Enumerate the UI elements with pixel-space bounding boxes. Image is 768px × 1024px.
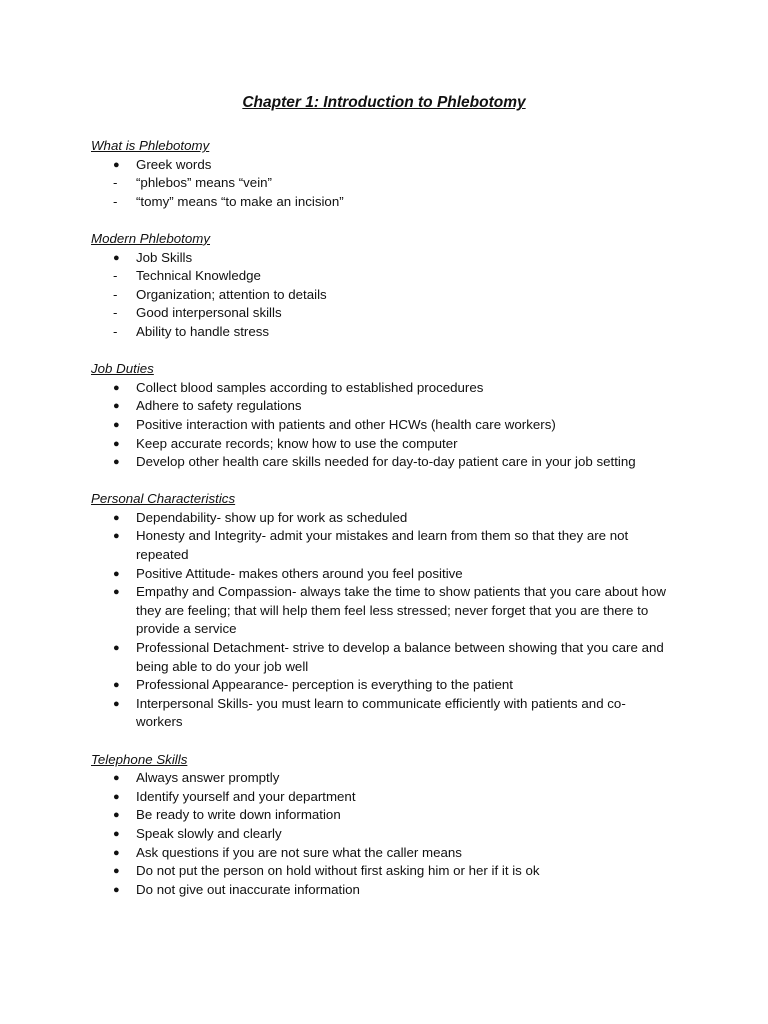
list-item bbox=[91, 583, 671, 639]
list-item-text: Ability to handle stress bbox=[136, 323, 270, 339]
list-item-text: Job Skills bbox=[136, 249, 193, 265]
list-item-text: Collect blood samples according to established procedures bbox=[136, 379, 484, 395]
section-heading: What is Phlebotomy bbox=[91, 138, 210, 153]
bullet-icon: ● bbox=[113, 586, 120, 599]
bullet-icon: ● bbox=[113, 381, 120, 394]
list-item-text: Honesty and Integrity- admit your mistakes and learn from them so that they are not repeated bbox=[136, 528, 629, 563]
list-item-text: Keep accurate records; know how to use the computer bbox=[136, 435, 458, 451]
list-item-text: Always answer promptly bbox=[136, 770, 280, 786]
section-heading: Telephone Skills bbox=[91, 751, 188, 767]
item-list bbox=[91, 249, 671, 342]
list-item bbox=[91, 379, 671, 398]
list-item-text: Identify yourself and your department bbox=[136, 788, 356, 804]
list-item bbox=[91, 676, 671, 695]
list-item-text: Positive Attitude- makes others around you feel positive bbox=[136, 565, 463, 581]
list-item-text: Do not put the person on hold without first asking him or her if it is ok bbox=[136, 863, 540, 879]
list-item bbox=[91, 881, 671, 900]
page-title: Chapter 1: Introduction to Phlebotomy bbox=[242, 94, 526, 111]
list-item bbox=[91, 416, 671, 435]
bullet-icon: ● bbox=[113, 456, 120, 469]
list-item bbox=[91, 435, 671, 454]
list-item-text: Technical Knowledge bbox=[136, 268, 261, 284]
list-item bbox=[91, 769, 671, 788]
list-item bbox=[91, 862, 671, 881]
dash-marker: - bbox=[113, 286, 118, 302]
list-item-text: Adhere to safety regulations bbox=[136, 398, 302, 414]
item-list bbox=[91, 509, 671, 732]
section-heading: Job Duties bbox=[91, 361, 154, 377]
list-item bbox=[91, 249, 671, 268]
list-item bbox=[91, 323, 671, 342]
list-item-text: Greek words bbox=[136, 156, 212, 172]
bullet-icon: ● bbox=[113, 400, 120, 413]
section-heading: Modern Phlebotomy bbox=[91, 230, 210, 246]
bullet-icon: ● bbox=[113, 865, 120, 878]
bullet-icon: ● bbox=[113, 772, 120, 785]
list-item-text: Good interpersonal skills bbox=[136, 305, 282, 321]
dash-marker: - bbox=[113, 175, 118, 191]
list-item-text: “tomy” means “to make an incision” bbox=[136, 193, 344, 209]
bullet-icon: ● bbox=[113, 809, 120, 822]
bullet-icon: ● bbox=[113, 567, 120, 580]
list-item-text: Be ready to write down information bbox=[136, 807, 341, 823]
dash-marker: - bbox=[113, 193, 118, 209]
list-item bbox=[91, 788, 671, 807]
bullet-icon: ● bbox=[113, 158, 120, 171]
list-item bbox=[91, 397, 671, 416]
section bbox=[91, 230, 671, 342]
section bbox=[91, 360, 671, 472]
bullet-icon: ● bbox=[113, 827, 120, 840]
dash-marker: - bbox=[113, 323, 118, 339]
bullet-icon: ● bbox=[113, 846, 120, 859]
section bbox=[91, 137, 671, 211]
list-item bbox=[91, 267, 671, 286]
list-item-text: Empathy and Compassion- always take the time to show patients that you care about how they are feeling; that will help them feel less stressed; never forget that you are there to provide a service bbox=[136, 584, 666, 637]
list-item-text: Professional Appearance- perception is everything to the patient bbox=[136, 677, 513, 693]
list-item-text: “phlebos” means “vein” bbox=[136, 175, 272, 191]
bullet-icon: ● bbox=[113, 530, 120, 543]
list-item-text: Develop other health care skills needed for day-to-day patient care in your job setting bbox=[136, 454, 636, 470]
dash-marker: - bbox=[113, 268, 118, 284]
section bbox=[91, 751, 671, 900]
list-item bbox=[91, 639, 671, 676]
list-item bbox=[91, 806, 671, 825]
list-item bbox=[91, 304, 671, 323]
list-item-text: Speak slowly and clearly bbox=[136, 825, 282, 841]
bullet-icon: ● bbox=[113, 790, 120, 803]
list-item bbox=[91, 509, 671, 528]
bullet-icon: ● bbox=[113, 437, 120, 450]
item-list bbox=[91, 379, 671, 472]
list-item bbox=[91, 565, 671, 584]
list-item bbox=[91, 825, 671, 844]
list-item-text: Positive interaction with patients and other HCWs (health care workers) bbox=[136, 416, 556, 432]
list-item bbox=[91, 844, 671, 863]
item-list bbox=[91, 769, 671, 899]
list-item bbox=[91, 286, 671, 305]
list-item-text: Dependability- show up for work as scheduled bbox=[136, 509, 408, 525]
bullet-icon: ● bbox=[113, 642, 120, 655]
list-item bbox=[91, 156, 671, 175]
list-item-text: Interpersonal Skills- you must learn to communicate efficiently with patients and co-workers bbox=[136, 695, 626, 730]
list-item bbox=[91, 174, 671, 193]
list-item-text: Organization; attention to details bbox=[136, 286, 327, 302]
list-item bbox=[91, 193, 671, 212]
section-heading: Personal Characteristics bbox=[91, 491, 236, 507]
item-list bbox=[91, 156, 671, 212]
bullet-icon: ● bbox=[113, 883, 120, 896]
list-item bbox=[91, 527, 671, 564]
section bbox=[91, 490, 671, 732]
document-body bbox=[91, 137, 671, 918]
list-item bbox=[91, 453, 671, 472]
bullet-icon: ● bbox=[113, 697, 120, 710]
bullet-icon: ● bbox=[113, 511, 120, 524]
dash-marker: - bbox=[113, 305, 118, 321]
list-item bbox=[91, 695, 671, 732]
list-item-text: Do not give out inaccurate information bbox=[136, 881, 360, 897]
bullet-icon: ● bbox=[113, 251, 120, 264]
bullet-icon: ● bbox=[113, 418, 120, 431]
bullet-icon: ● bbox=[113, 679, 120, 692]
list-item-text: Professional Detachment- strive to develop a balance between showing that you care and being able to do your job well bbox=[136, 640, 664, 674]
list-item-text: Ask questions if you are not sure what the caller means bbox=[136, 844, 462, 860]
